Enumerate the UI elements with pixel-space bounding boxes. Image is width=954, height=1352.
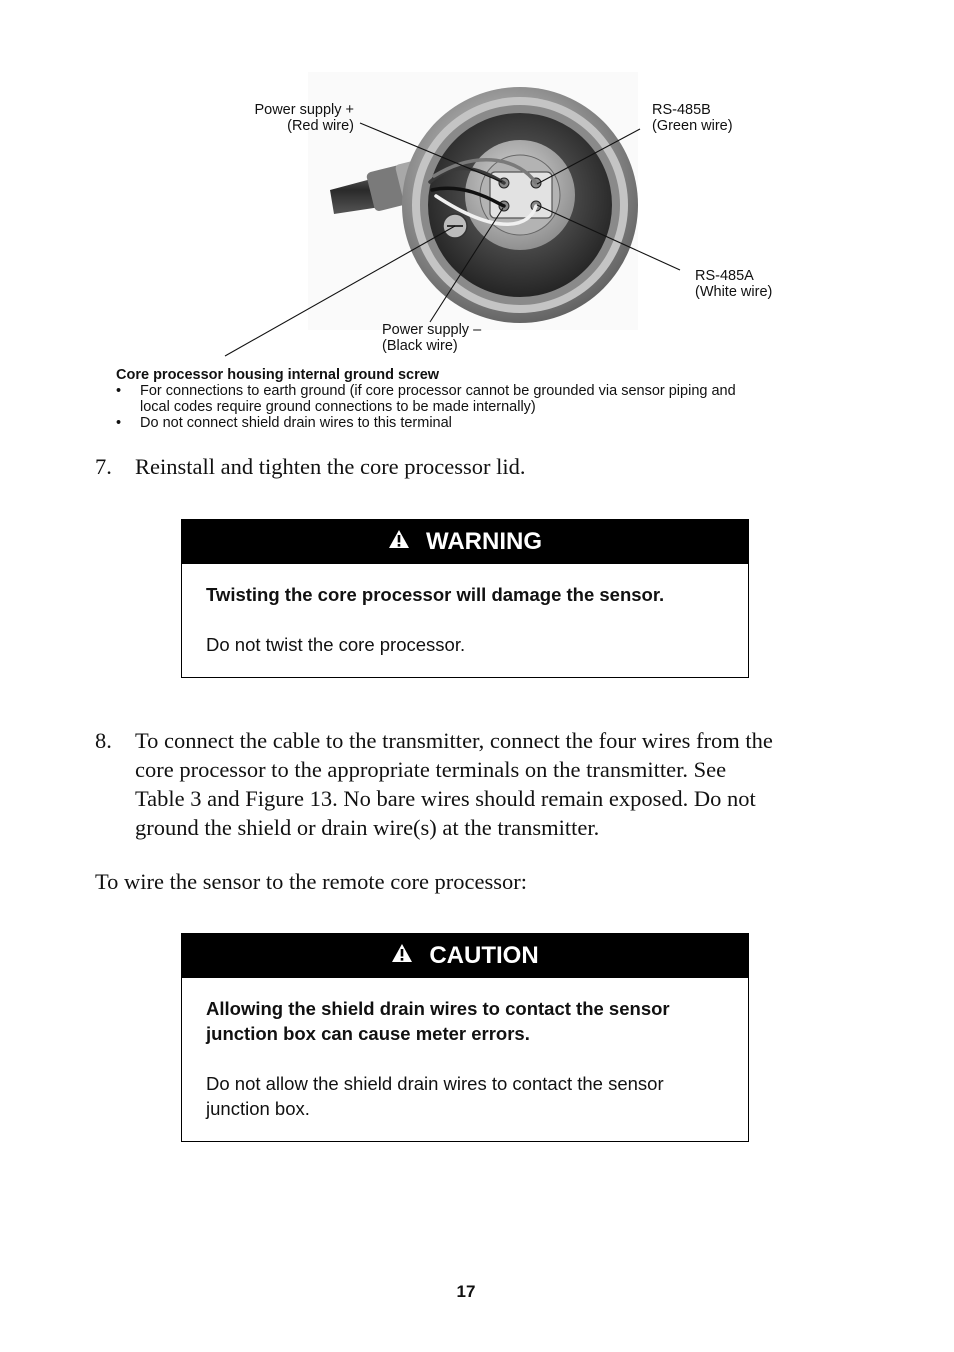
step-7 [95,452,855,482]
caution-box [181,933,749,1142]
ground-screw-title: Core processor housing internal ground screw [116,367,440,383]
step-number: 8. [95,728,112,753]
label-power-supply-minus: Power supply – (Black wire) [382,322,482,354]
step-number: 7. [95,454,112,479]
caution-title: CAUTION [429,942,539,969]
intro-text: To wire the sensor to the remote core processor: [95,869,528,894]
warning-triangle-icon [388,528,410,556]
ground-screw-note [116,415,816,431]
step-line: ground the shield or drain wire(s) at the transmitter. [135,815,600,840]
warning-box [181,519,749,678]
label-rs485a: RS-485A (White wire) [695,268,773,300]
step-text: Reinstall and tighten the core processor lid. [135,454,526,479]
page-number: 17 [456,1282,476,1301]
warning-triangle-icon [391,942,413,970]
caution-bold-text: Allowing the shield drain wires to contact the sensor junction box can cause meter errors. [206,998,670,1044]
caution-body [182,978,748,1121]
bullet-icon: • [116,383,122,399]
caution-text: Do not allow the shield drain wires to contact the sensor junction box. [206,1073,664,1119]
ground-screw-notes [116,383,816,431]
step-line: core processor to the appropriate terminals on the transmitter. See [135,757,727,782]
label-power-supply-plus: Power supply + (Red wire) [254,102,354,134]
step-text [135,726,773,842]
label-rs485b: RS-485B (Green wire) [652,102,733,134]
note-text: For connections to earth ground (if core processor cannot be grounded via sensor piping and local codes require ground connections to be made internally) [140,383,736,415]
caution-header [182,934,748,978]
step-line: Table 3 and Figure 13. No bare wires should remain exposed. Do not [135,786,756,811]
step-line: To connect the cable to the transmitter, connect the four wires from the [135,728,773,753]
warning-body [182,564,748,657]
warning-bold-text: Twisting the core processor will damage the sensor. [206,584,665,605]
warning-title: WARNING [426,528,542,555]
warning-text: Do not twist the core processor. [206,634,466,655]
note-text: Do not connect shield drain wires to this terminal [140,415,452,431]
step-8 [95,726,895,846]
bullet-icon: • [116,415,122,431]
warning-header [182,520,748,564]
ground-screw-note [116,383,816,415]
core-processor-photo [0,0,954,360]
